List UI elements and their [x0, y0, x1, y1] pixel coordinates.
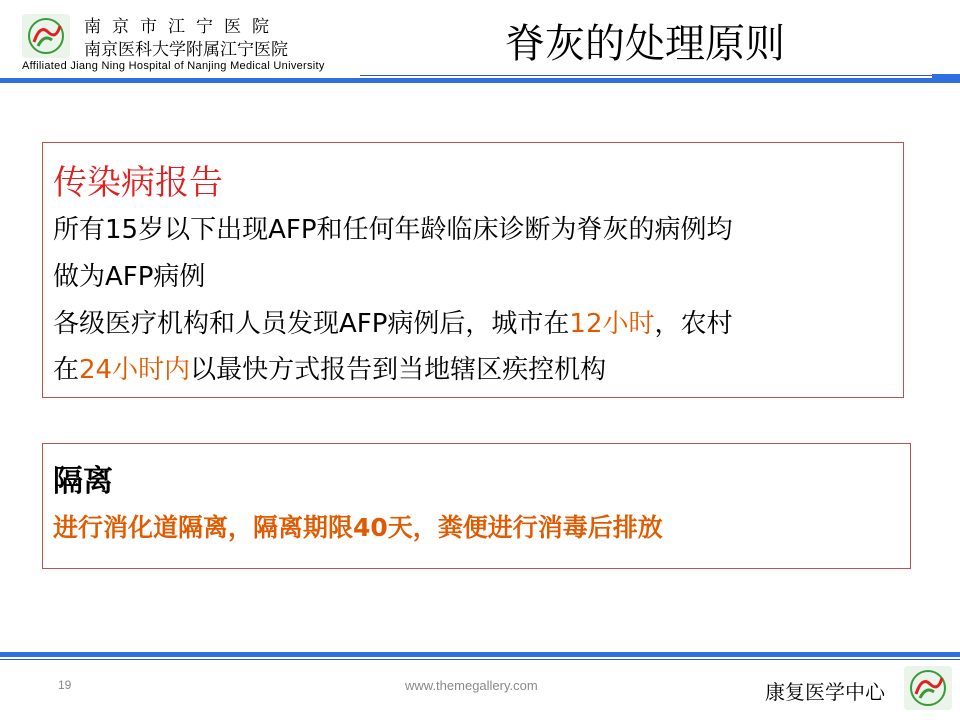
report-line-3-text-b: ，农村: [654, 309, 733, 339]
footer-divider-thin: [0, 659, 960, 660]
footer-divider: [0, 652, 960, 657]
slide-title: 脊灰的处理原则: [505, 21, 785, 67]
report-line-2: 做为AFP病例: [53, 262, 206, 292]
header-divider-accent: [932, 74, 960, 83]
hospital-affiliation-cn: 南京医科大学附属江宁医院: [84, 40, 288, 60]
report-line-4-text-a: 在: [53, 355, 80, 385]
footer-url: www.themegallery.com: [405, 678, 538, 693]
hospital-logo-icon: [22, 14, 70, 58]
report-city-deadline: 12小时: [569, 309, 655, 339]
report-line-4: [53, 349, 606, 386]
header-divider-thin: [360, 75, 932, 76]
report-line-3-text-a: 各级医疗机构和人员发现AFP病例后，城市在: [53, 309, 570, 339]
report-heading: 传染病报告: [53, 163, 223, 203]
page-number: 19: [58, 678, 72, 692]
footer-logo-icon: [904, 666, 952, 710]
report-line-4-text-b: 以最快方式报告到当地辖区疾控机构: [190, 355, 607, 385]
hospital-name-en: Affiliated Jiang Ning Hospital of Nanjing Medical University: [22, 60, 325, 72]
isolation-text: 进行消化道隔离，隔离期限40天，粪便进行消毒后排放: [53, 513, 663, 542]
hospital-name-cn: 南京市江宁医院: [84, 17, 280, 37]
isolation-heading: 隔离: [53, 464, 113, 499]
isolation-box: [42, 443, 911, 569]
footer-center-name: 康复医学中心: [765, 680, 885, 704]
header-divider: [0, 78, 960, 83]
report-line-3: [53, 303, 733, 340]
report-box: [42, 142, 904, 398]
report-line-1: 所有15岁以下出现AFP和任何年龄临床诊断为脊灰的病例均: [53, 215, 733, 245]
report-rural-deadline: 24小时内: [79, 355, 191, 385]
